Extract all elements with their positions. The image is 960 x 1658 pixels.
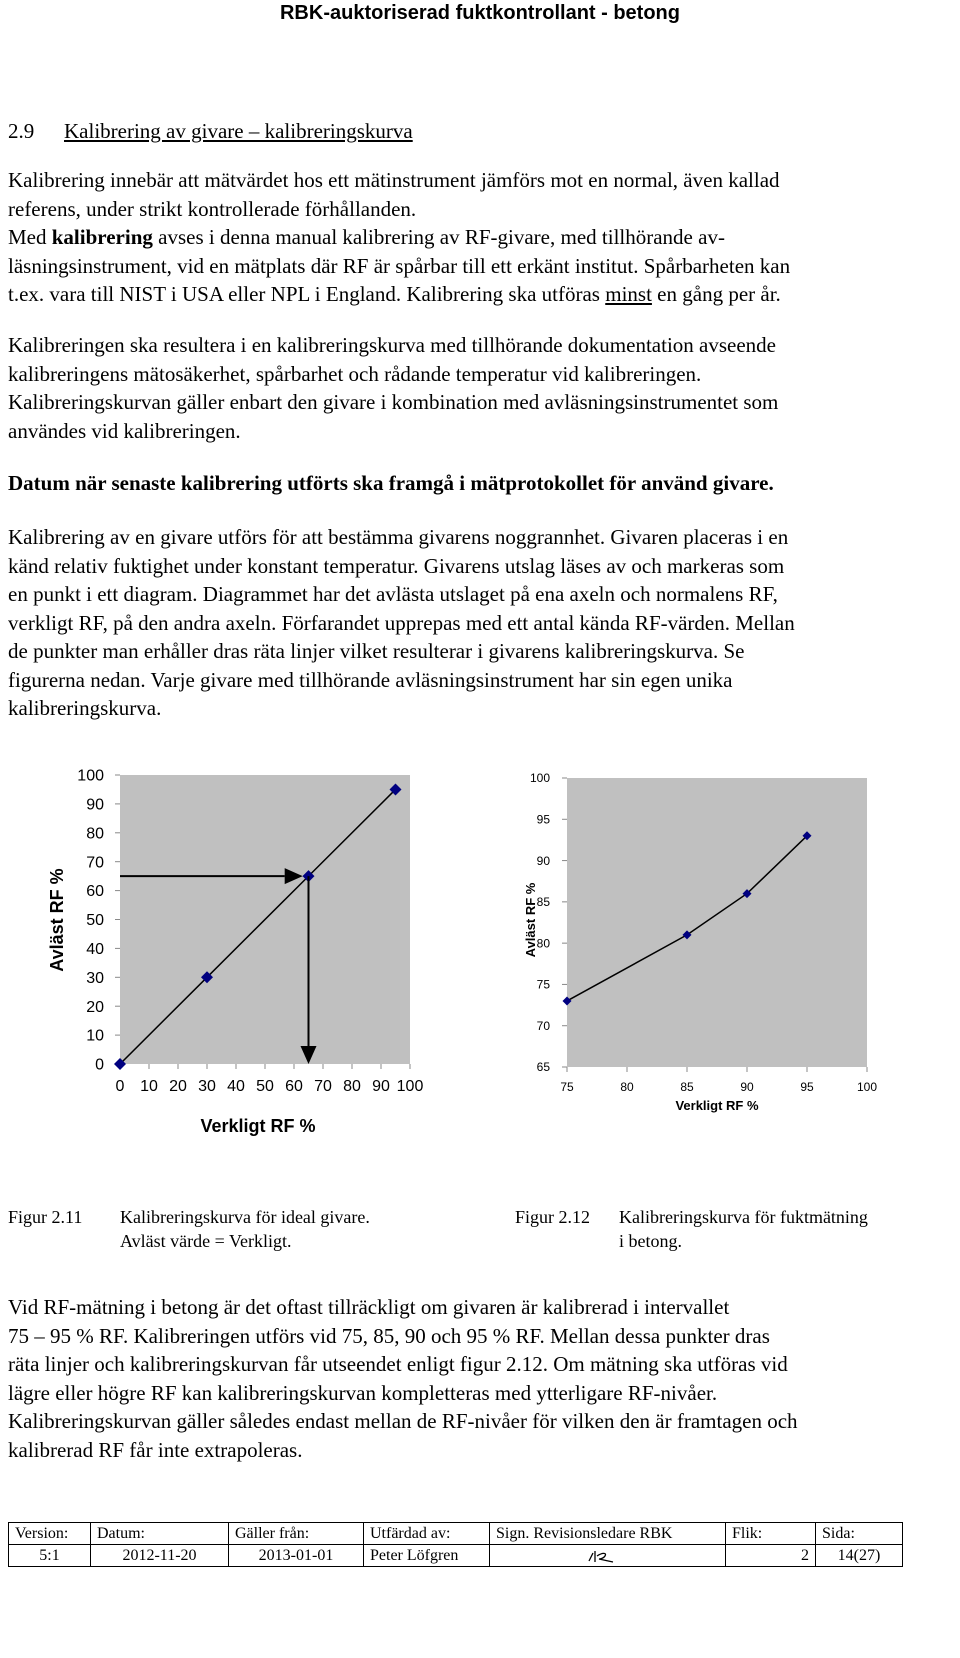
bold-term: kalibrering [51, 225, 153, 249]
caption-line: Kalibreringskurva för ideal givare. [120, 1207, 370, 1227]
footer-table [8, 1522, 903, 1567]
caption-line: Avläst värde = Verkligt. [120, 1231, 292, 1251]
text-line: referens, under strikt kontrollerade förhållanden. [8, 196, 417, 221]
paragraph-concrete [8, 1293, 953, 1464]
y-tick-label: 80 [536, 936, 550, 951]
section-title: Kalibrering av givare – kalibreringskurva [64, 119, 413, 143]
signature-icon [583, 1547, 633, 1565]
y-tick-label: 0 [95, 1056, 104, 1074]
text-line: figurerna nedan. Varje givare med tillhörande avläsningsinstrument har sin egen unika [8, 667, 733, 692]
footer-header-row [9, 1523, 903, 1545]
paragraph-bold-note [8, 469, 953, 498]
y-axis-label: Avläst RF % [47, 868, 67, 972]
plot-area [567, 778, 867, 1067]
x-tick-label: 75 [560, 1080, 574, 1094]
x-tick-label: 80 [343, 1078, 361, 1095]
x-tick-label: 100 [396, 1078, 424, 1095]
y-tick-label: 85 [536, 895, 550, 910]
text-line: Kalibreringen ska resultera i en kalibreringskurva med tillhörande dokumentation avseende [8, 333, 776, 357]
x-tick-label: 90 [740, 1080, 754, 1094]
x-tick-label: 70 [314, 1078, 332, 1095]
section-number: 2.9 [8, 119, 35, 143]
x-tick-label: 50 [256, 1078, 274, 1095]
section-heading [8, 119, 413, 144]
y-axis-label: Avläst RF % [523, 882, 538, 958]
text-line: användes vid kalibreringen. [8, 418, 241, 443]
x-tick-label: 95 [800, 1080, 814, 1094]
figure-number: Figur 2.11 [8, 1207, 83, 1227]
text-line: de punkter man erhåller dras räta linjer vilket resulterar i givarens kalibreringskurva. Se [8, 639, 745, 663]
footer-signature-cell [490, 1545, 726, 1567]
y-tick-label: 70 [86, 854, 104, 872]
text-line: kalibreringskurva. [8, 696, 162, 720]
y-tick-label: 60 [86, 883, 104, 901]
footer-value-row [9, 1545, 903, 1567]
x-tick-label: 30 [198, 1078, 216, 1095]
y-tick-label: 95 [536, 812, 550, 827]
footer-cell: Flik: [726, 1523, 816, 1545]
x-tick-label: 10 [140, 1078, 158, 1095]
bold-note: Datum när senaste kalibrering utförts ska framgå i mätprotokollet för använd givare. [8, 471, 774, 495]
text-line: känd relativ fuktighet under konstant temperatur. Givarens utslag läses av och markeras som [8, 553, 785, 578]
x-tick-label: 85 [680, 1080, 694, 1094]
x-tick-label: 40 [227, 1078, 245, 1095]
caption-line: Kalibreringskurva för fuktmätning [619, 1207, 868, 1227]
y-tick-label: 90 [86, 796, 104, 814]
x-axis-label: Verkligt RF % [200, 1116, 316, 1136]
chart-concrete-calibration [505, 760, 895, 1125]
text-line: lägre eller högre RF kan kalibreringskurvan kompletteras med ytterligare RF-nivåer. [8, 1380, 718, 1405]
footer-cell: 2 [726, 1545, 816, 1567]
footer-cell: Peter Löfgren [364, 1545, 490, 1567]
text-line: Kalibreringskurvan gäller således endast mellan de RF-nivåer för vilken den är framtagen och [8, 1409, 798, 1433]
footer-cell: 2013-01-01 [229, 1545, 364, 1567]
y-tick-label: 100 [77, 767, 104, 785]
paragraph-procedure [8, 523, 953, 723]
text-line: kalibrerad RF får inte extrapoleras. [8, 1437, 303, 1462]
paragraph-curve [8, 331, 953, 445]
x-tick-label: 100 [856, 1080, 878, 1094]
footer-cell: Version: [9, 1523, 91, 1545]
footer-cell: Datum: [91, 1523, 229, 1545]
y-tick-label: 10 [86, 1027, 104, 1045]
paragraph-intro [8, 166, 953, 309]
x-tick-label: 60 [285, 1078, 303, 1095]
text-line: kalibreringens mätosäkerhet, spårbarhet och rådande temperatur vid kalibreringen. [8, 361, 702, 386]
x-tick-label: 90 [372, 1078, 390, 1095]
text-line: Kalibrering innebär att mätvärdet hos ett mätinstrument jämförs mot en normal, även kallad [8, 168, 780, 192]
footer-cell: 5:1 [9, 1545, 91, 1567]
text-line: Med kalibrering avses i denna manual kalibrering av RF-givare, med tillhörande av- [8, 225, 725, 249]
footer-cell: 2012-11-20 [91, 1545, 229, 1567]
y-tick-label: 100 [529, 771, 550, 786]
page-header: RBK-auktoriserad fuktkontrollant - betong [279, 2, 680, 24]
footer-cell: 14(27) [816, 1545, 903, 1567]
y-tick-label: 90 [536, 853, 550, 868]
text-line: läsningsinstrument, vid en mätplats där RF är spårbar till ett erkänt institut. Spårbarheten kan [8, 253, 791, 278]
x-tick-label: 0 [115, 1078, 125, 1095]
caption-line: i betong. [619, 1231, 682, 1251]
text-line: Kalibrering av en givare utförs för att bestämma givarens noggrannhet. Givaren placeras i en [8, 525, 789, 549]
figure-number: Figur 2.12 [515, 1207, 591, 1227]
x-tick-label: 80 [620, 1080, 634, 1094]
y-tick-label: 75 [536, 977, 550, 992]
chart-ideal-calibration [0, 755, 440, 1150]
footer-cell: Gäller från: [229, 1523, 364, 1545]
text-line: t.ex. vara till NIST i USA eller NPL i England. Kalibrering ska utföras minst en gång per år. [8, 282, 781, 306]
text-line: Vid RF-mätning i betong är det oftast tillräckligt om givaren är kalibrerad i intervallet [8, 1295, 730, 1319]
y-tick-label: 50 [86, 912, 104, 930]
text-line: verkligt RF, på den andra axeln. Förfarandet upprepas med ett antal kända RF-värden. Mellan [8, 610, 795, 635]
text-line: en punkt i ett diagram. Diagrammet har det avlästa utslaget på ena axeln och normalens RF, [8, 582, 778, 606]
footer-cell: Utfärdad av: [364, 1523, 490, 1545]
y-tick-label: 70 [536, 1018, 550, 1033]
text-line: Kalibreringskurvan gäller enbart den givare i kombination med avläsningsinstrumentet som [8, 390, 779, 414]
y-tick-label: 65 [536, 1060, 550, 1075]
footer-cell: Sida: [816, 1523, 903, 1545]
footer-cell: Sign. Revisionsledare RBK [490, 1523, 726, 1545]
y-tick-label: 30 [86, 969, 104, 987]
text-line: 75 – 95 % RF. Kalibreringen utförs vid 75, 85, 90 och 95 % RF. Mellan dessa punkter dras [8, 1323, 770, 1348]
x-tick-label: 20 [169, 1078, 187, 1095]
y-tick-label: 80 [86, 825, 104, 843]
y-tick-label: 40 [86, 941, 104, 958]
text-line: räta linjer och kalibreringskurvan får utseendet enligt figur 2.12. Om mätning ska utföras vid [8, 1352, 788, 1376]
y-tick-label: 20 [86, 998, 104, 1016]
x-axis-label: Verkligt RF % [675, 1098, 759, 1113]
underlined-word: minst [605, 282, 652, 306]
